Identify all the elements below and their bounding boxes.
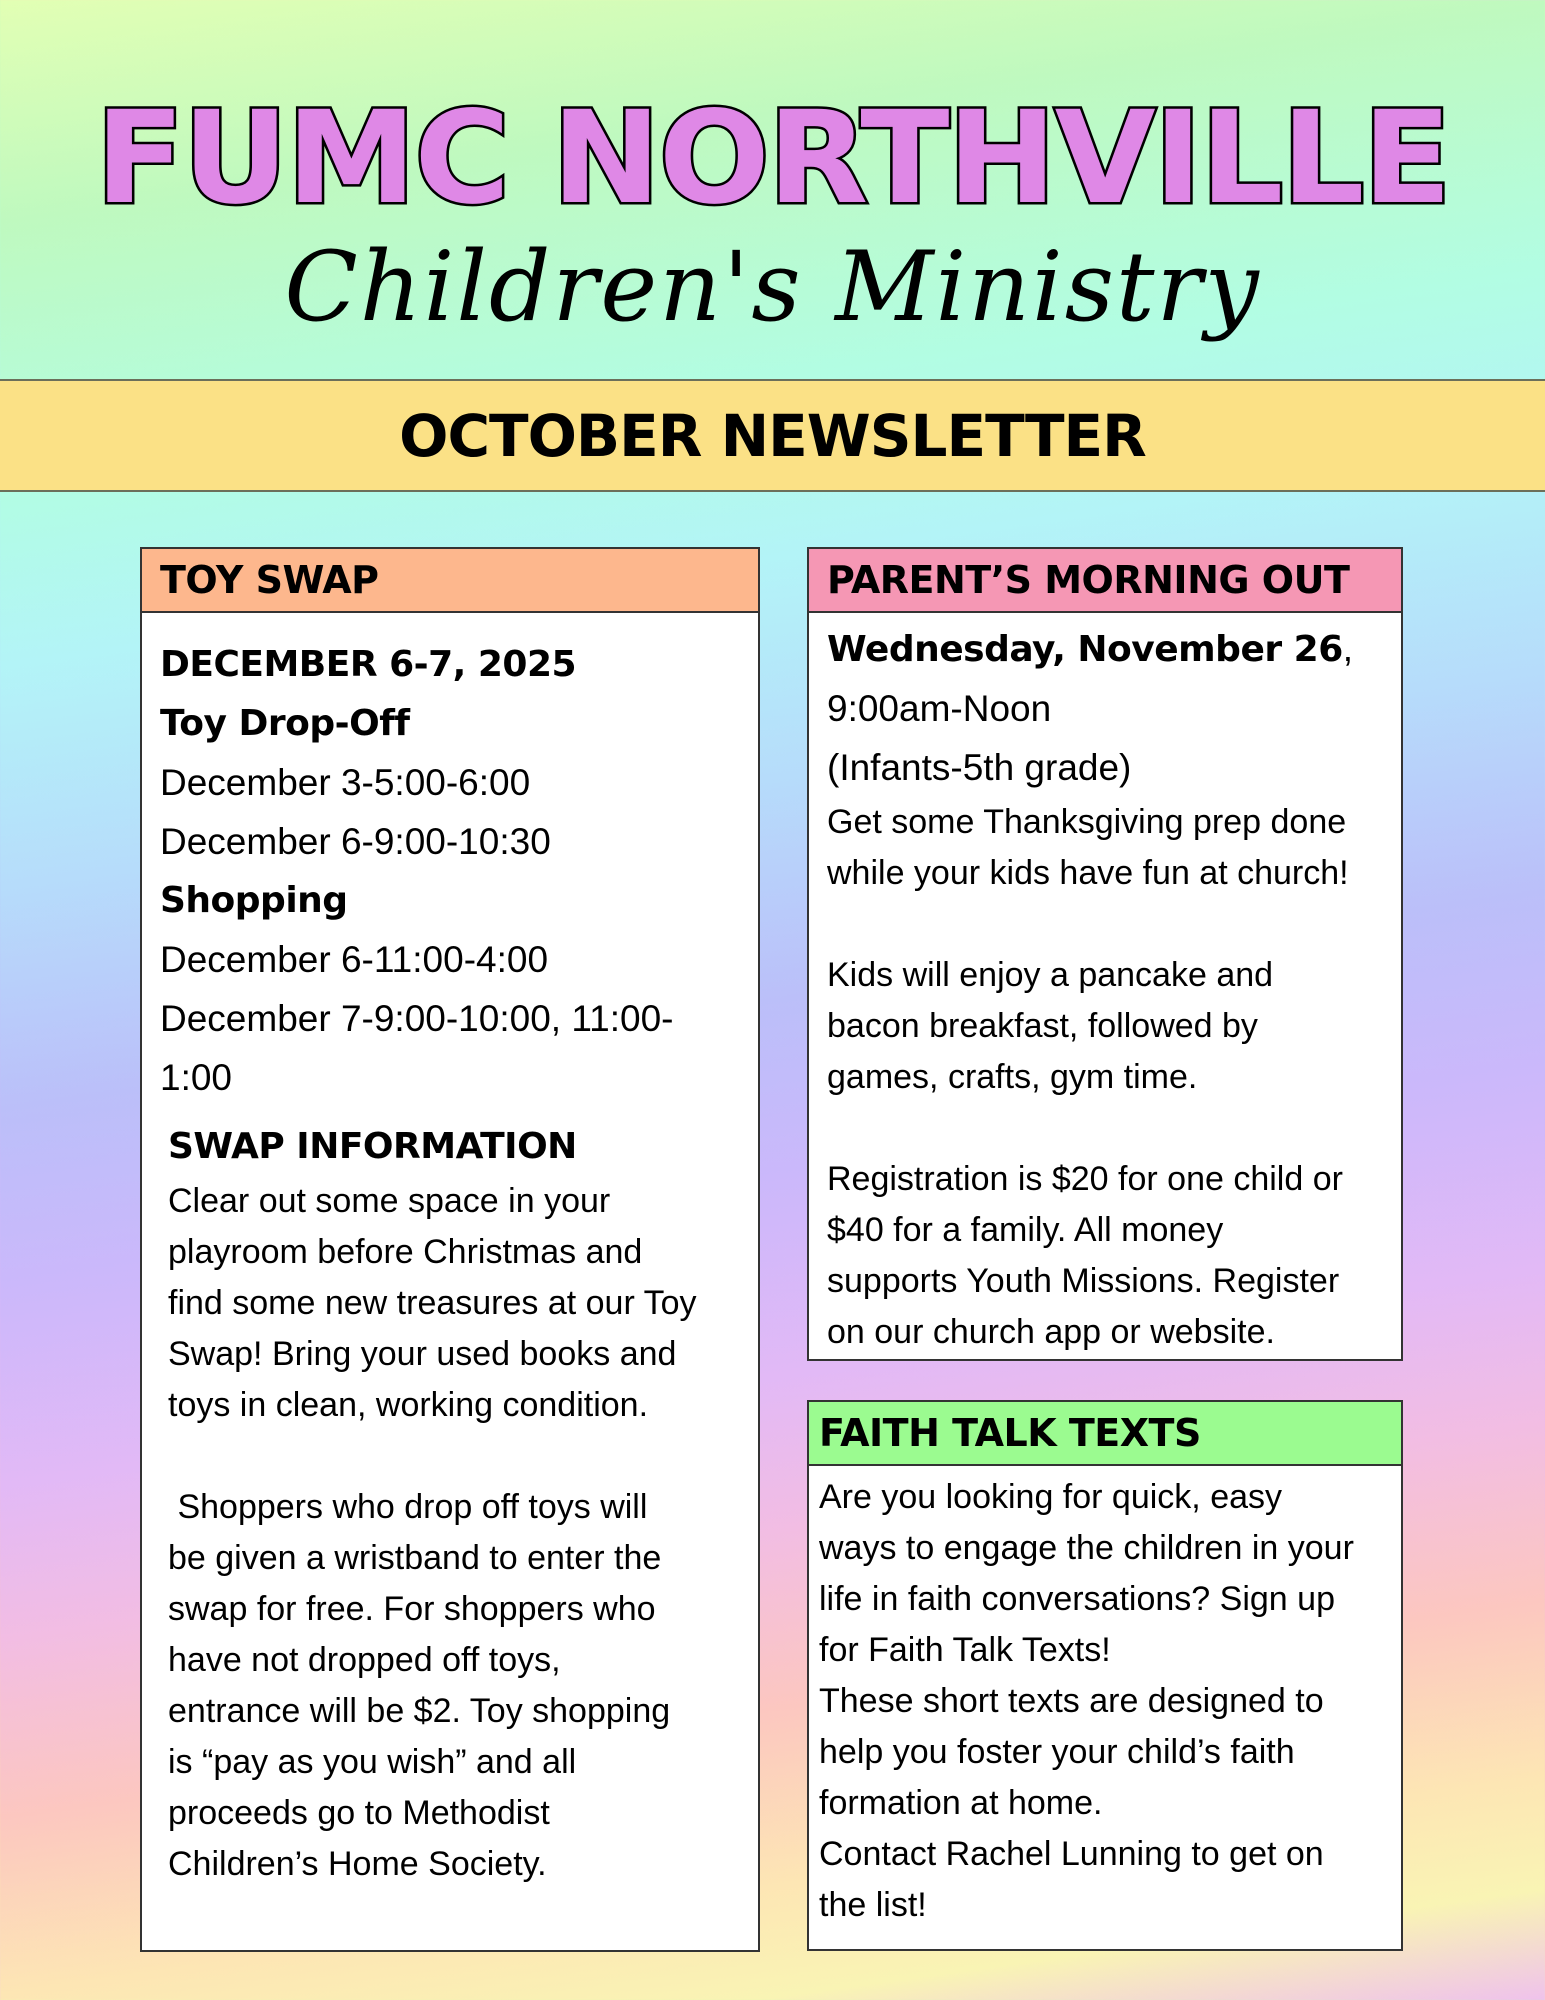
faith-talk-line: Are you looking for quick, easy <box>819 1478 1283 1516</box>
pmo-line: while your kids have fun at church! <box>827 854 1349 892</box>
faith-talk-heading: FAITH TALK TEXTS <box>809 1402 1401 1466</box>
swap-info-line: entrance will be $2. Toy shopping <box>168 1692 671 1730</box>
parents-morning-out-card <box>807 547 1403 1361</box>
swap-info-line: proceeds go to Methodist <box>168 1794 550 1832</box>
swap-info-line: playroom before Christmas and <box>168 1233 643 1271</box>
faith-talk-line: life in faith conversations? Sign up <box>819 1580 1335 1618</box>
swap-info-line: Shoppers who drop off toys will <box>168 1488 648 1526</box>
pmo-line: Registration is $20 for one child or <box>827 1160 1343 1198</box>
shopping-time: December 6-11:00-4:00 <box>160 939 549 980</box>
swap-info-line: swap for free. For shoppers who <box>168 1590 656 1628</box>
pmo-line: $40 for a family. All money <box>827 1211 1224 1249</box>
faith-talk-line: ways to engage the children in your <box>819 1529 1354 1567</box>
faith-talk-texts-card <box>807 1400 1403 1951</box>
shopping-time: December 7-9:00-10:00, 11:00- <box>160 998 674 1039</box>
pmo-line: Get some Thanksgiving prep done <box>827 803 1347 841</box>
faith-talk-line: the list! <box>819 1886 927 1924</box>
dropoff-time: December 6-9:00-10:30 <box>160 821 551 862</box>
banner-text: OCTOBER NEWSLETTER <box>399 401 1146 470</box>
faith-talk-line: Contact Rachel Lunning to get on <box>819 1835 1324 1873</box>
pmo-date-comma: , <box>1342 628 1354 669</box>
swap-info-line: toys in clean, working condition. <box>168 1386 649 1424</box>
dropoff-label: Toy Drop-Off <box>160 703 410 744</box>
faith-talk-line: help you foster your child’s faith <box>819 1733 1295 1771</box>
swap-info-line: Children’s Home Society. <box>168 1845 547 1883</box>
pmo-date: Wednesday, November 26 <box>827 629 1343 670</box>
swap-info-line: find some new treasures at our Toy <box>168 1284 697 1322</box>
month-banner <box>0 379 1545 492</box>
swap-info-heading: SWAP INFORMATION <box>168 1126 577 1167</box>
faith-talk-line: These short texts are designed to <box>819 1682 1324 1720</box>
pmo-ages: (Infants-5th grade) <box>827 747 1132 788</box>
pmo-line: Kids will enjoy a pancake and <box>827 956 1274 994</box>
toy-swap-card <box>140 547 760 1952</box>
swap-info-line: have not dropped off toys, <box>168 1641 561 1679</box>
toy-swap-heading: TOY SWAP <box>142 549 758 613</box>
faith-talk-line: formation at home. <box>819 1784 1103 1822</box>
newsletter-subtitle: Children's Ministry <box>284 231 1261 343</box>
toy-swap-date: DECEMBER 6-7, 2025 <box>160 644 577 685</box>
pmo-line: bacon breakfast, followed by <box>827 1007 1258 1045</box>
shopping-label: Shopping <box>160 880 348 921</box>
swap-info-line: Swap! Bring your used books and <box>168 1335 677 1373</box>
swap-info-line: be given a wristband to enter the <box>168 1539 662 1577</box>
pmo-line: games, crafts, gym time. <box>827 1058 1198 1096</box>
pmo-time: 9:00am-Noon <box>827 688 1052 729</box>
parents-morning-out-heading: PARENT’S MORNING OUT <box>809 549 1401 613</box>
pmo-line: supports Youth Missions. Register <box>827 1262 1340 1300</box>
shopping-time: 1:00 <box>160 1057 233 1098</box>
pmo-line: on our church app or website. <box>827 1313 1275 1351</box>
swap-info-line: Clear out some space in your <box>168 1182 611 1220</box>
dropoff-time: December 3-5:00-6:00 <box>160 762 531 803</box>
faith-talk-line: for Faith Talk Texts! <box>819 1631 1111 1669</box>
swap-info-line: is “pay as you wish” and all <box>168 1743 577 1781</box>
newsletter-title: FUMC NORTHVILLE <box>95 84 1450 233</box>
